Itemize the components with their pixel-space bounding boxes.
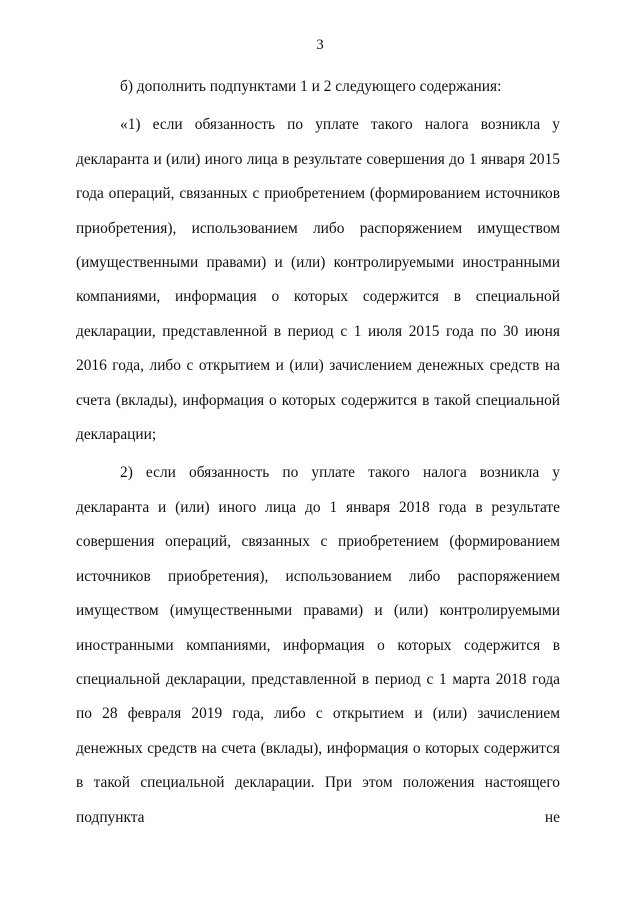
paragraph-subitem-2: 2) если обязанность по уплате такого налога возникла у декларанта и (или) иного лица до 1 января 2018 года в результате совершения операций, связанных с приобретением (формированием источников приобретения), использованием либо распоряжением имуществом (имущественными правами) и (или) контролируемыми иностранными компаниями, информация о которых содержится в специальной декларации, представленной в период с 1 марта 2018 года по 28 февраля 2019 года, либо с открытием и (или) зачислением денежных средств на счета (вклады), информация о которых содержится в такой специальной декларации. При этом положения настоящего подпункта не [76,464,560,826]
page-number: 3 [316,37,324,53]
paragraph-intro: б) дополнить подпунктами 1 и 2 следующего содержания: [120,78,502,95]
paragraph-subitem-1: «1) если обязанность по уплате такого налога возникла у декларанта и (или) иного лица в результате совершения до 1 января 2015 года операций, связанных с приобретением (формированием источников приобретения), использованием либо распоряжением имуществом (имущественными правами) и (или) контролируемыми иностранными компаниями, информация о которых содержится в специальной декларации, представленной в период с 1 июля 2015 года по 30 июня 2016 года, либо с открытием и (или) зачислением денежных средств на счета (вклады), информация о которых содержится в такой специальной декларации; [76,116,560,444]
document-body [76,70,560,835]
